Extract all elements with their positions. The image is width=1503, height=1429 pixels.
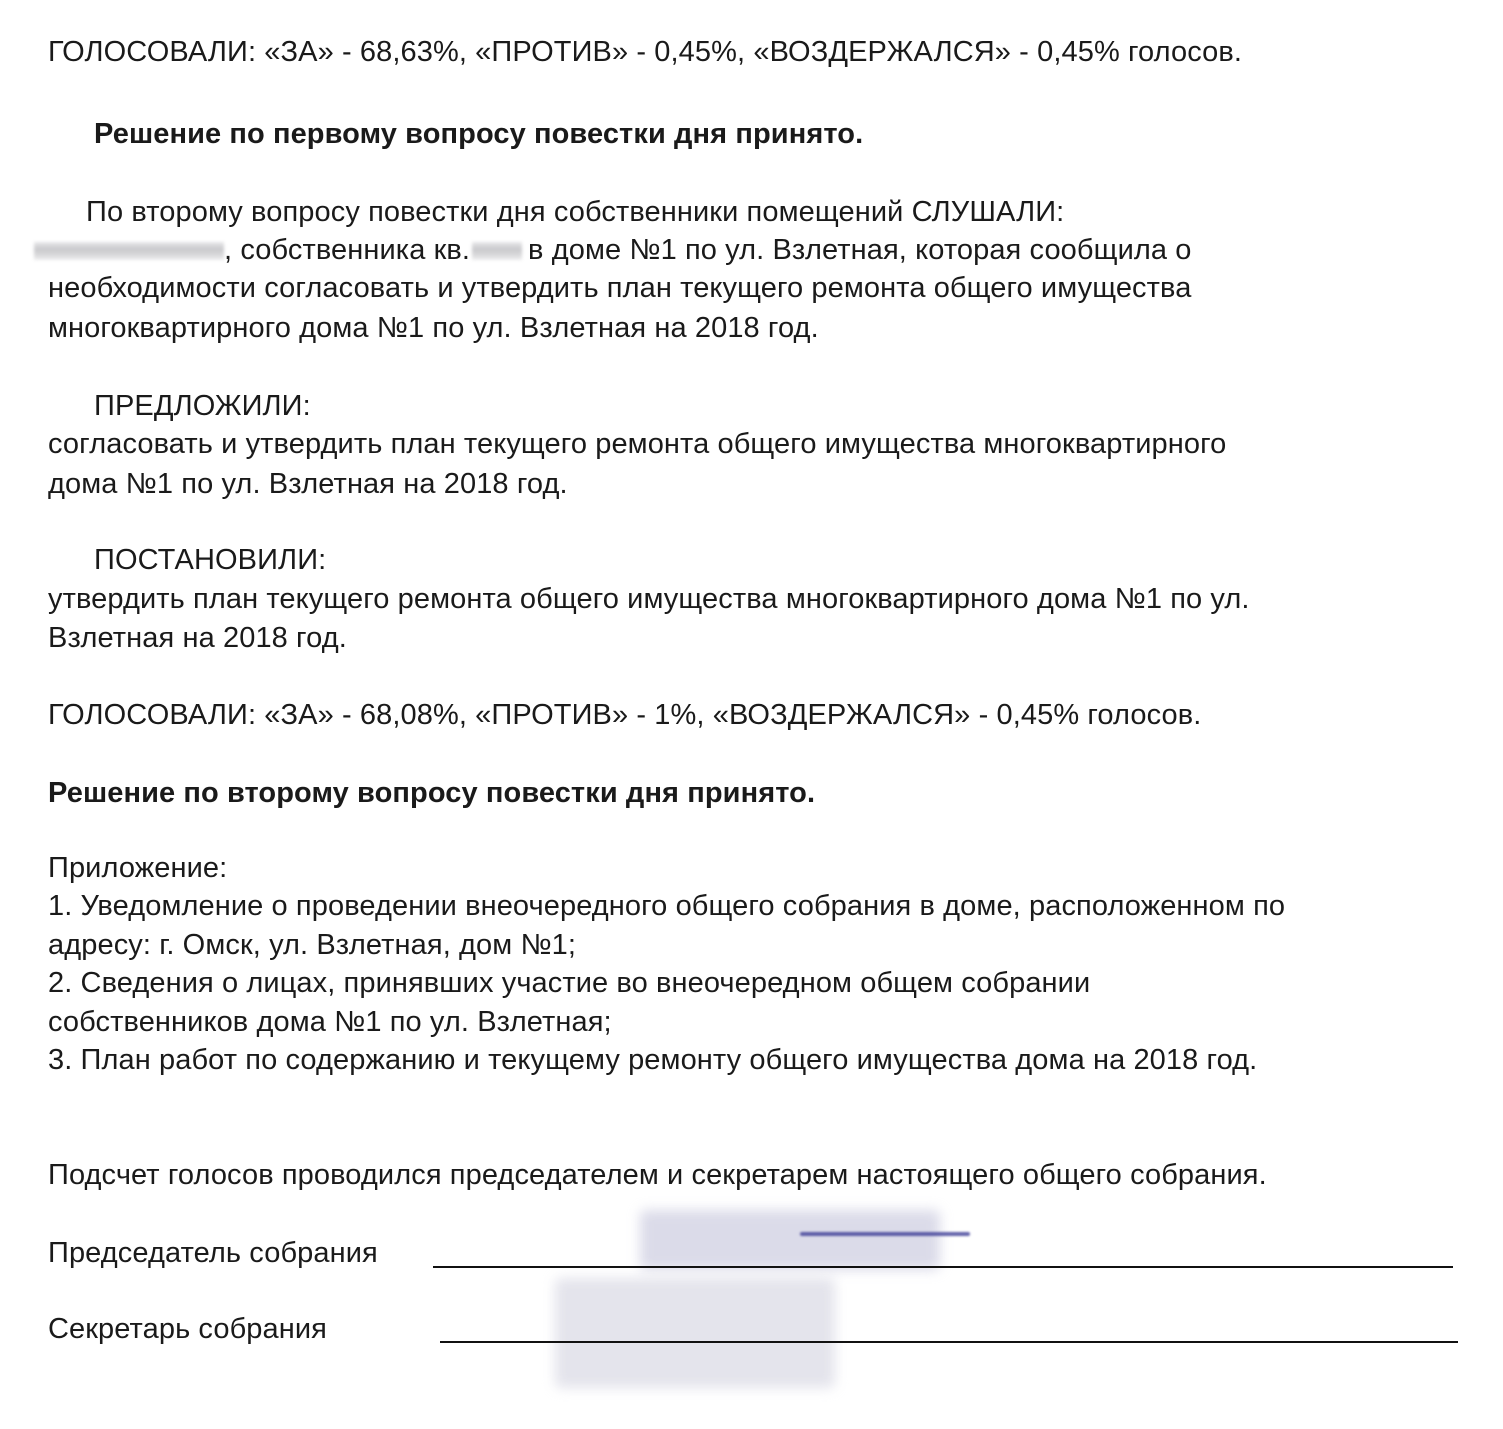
owner-apartment-text: , собственника кв.	[224, 234, 471, 266]
q2-heard-line-1: По второму вопросу повестки дня собственники помещений СЛУШАЛИ:	[86, 196, 1065, 228]
vote-count-note: Подсчет голосов проводился председателем и секретарем настоящего общего собрания.	[48, 1159, 1267, 1191]
decision-q1: Решение по первому вопросу повестки дня принято.	[94, 118, 864, 150]
resolved-label: ПОСТАНОВИЛИ:	[94, 544, 327, 576]
resolved-line-1: утвердить план текущего ремонта общего имущества многоквартирного дома №1 по ул.	[48, 583, 1250, 615]
appendix-line: собственников дома №1 по ул. Взлетная;	[48, 1006, 612, 1038]
redacted-name	[34, 242, 224, 260]
q2-heard-line-4: многоквартирного дома №1 по ул. Взлетная на 2018 год.	[48, 312, 819, 344]
proposed-label: ПРЕДЛОЖИЛИ:	[94, 390, 311, 422]
appendix-label: Приложение:	[48, 852, 228, 884]
chairman-signature-line	[433, 1266, 1453, 1268]
address-text: в доме №1 по ул. Взлетная, которая сообщила о	[528, 234, 1192, 266]
appendix-line: 3. План работ по содержанию и текущему ремонту общего имущества дома на 2018 год.	[48, 1044, 1258, 1076]
secretary-label: Секретарь собрания	[48, 1313, 327, 1345]
resolved-line-2: Взлетная на 2018 год.	[48, 622, 347, 654]
q2-heard-line-3: необходимости согласовать и утвердить план текущего ремонта общего имущества	[48, 272, 1192, 304]
redacted-secretary-signature	[555, 1278, 835, 1388]
proposed-line-1: согласовать и утвердить план текущего ремонта общего имущества многоквартирного	[48, 428, 1227, 460]
proposed-line-2: дома №1 по ул. Взлетная на 2018 год.	[48, 468, 568, 500]
q2-heard-line-2	[34, 232, 1192, 268]
appendix-line: 2. Сведения о лицах, принявших участие во внеочередном общем собрании	[48, 967, 1091, 999]
redacted-chairman-signature	[640, 1210, 940, 1270]
redacted-apartment-number	[472, 242, 522, 260]
signature-stroke	[800, 1232, 970, 1236]
appendix-line: адресу: г. Омск, ул. Взлетная, дом №1;	[48, 929, 577, 961]
appendix-line: 1. Уведомление о проведении внеочередного общего собрания в доме, расположенном по	[48, 890, 1286, 922]
vote-result-q1: ГОЛОСОВАЛИ: «ЗА» - 68,63%, «ПРОТИВ» - 0,45%, «ВОЗДЕРЖАЛСЯ» - 0,45% голосов.	[48, 36, 1243, 68]
vote-result-q2: ГОЛОСОВАЛИ: «ЗА» - 68,08%, «ПРОТИВ» - 1%, «ВОЗДЕРЖАЛСЯ» - 0,45% голосов.	[48, 699, 1202, 731]
chairman-label: Председатель собрания	[48, 1237, 378, 1269]
decision-q2: Решение по второму вопросу повестки дня принято.	[48, 777, 816, 809]
secretary-signature-line	[440, 1341, 1458, 1343]
